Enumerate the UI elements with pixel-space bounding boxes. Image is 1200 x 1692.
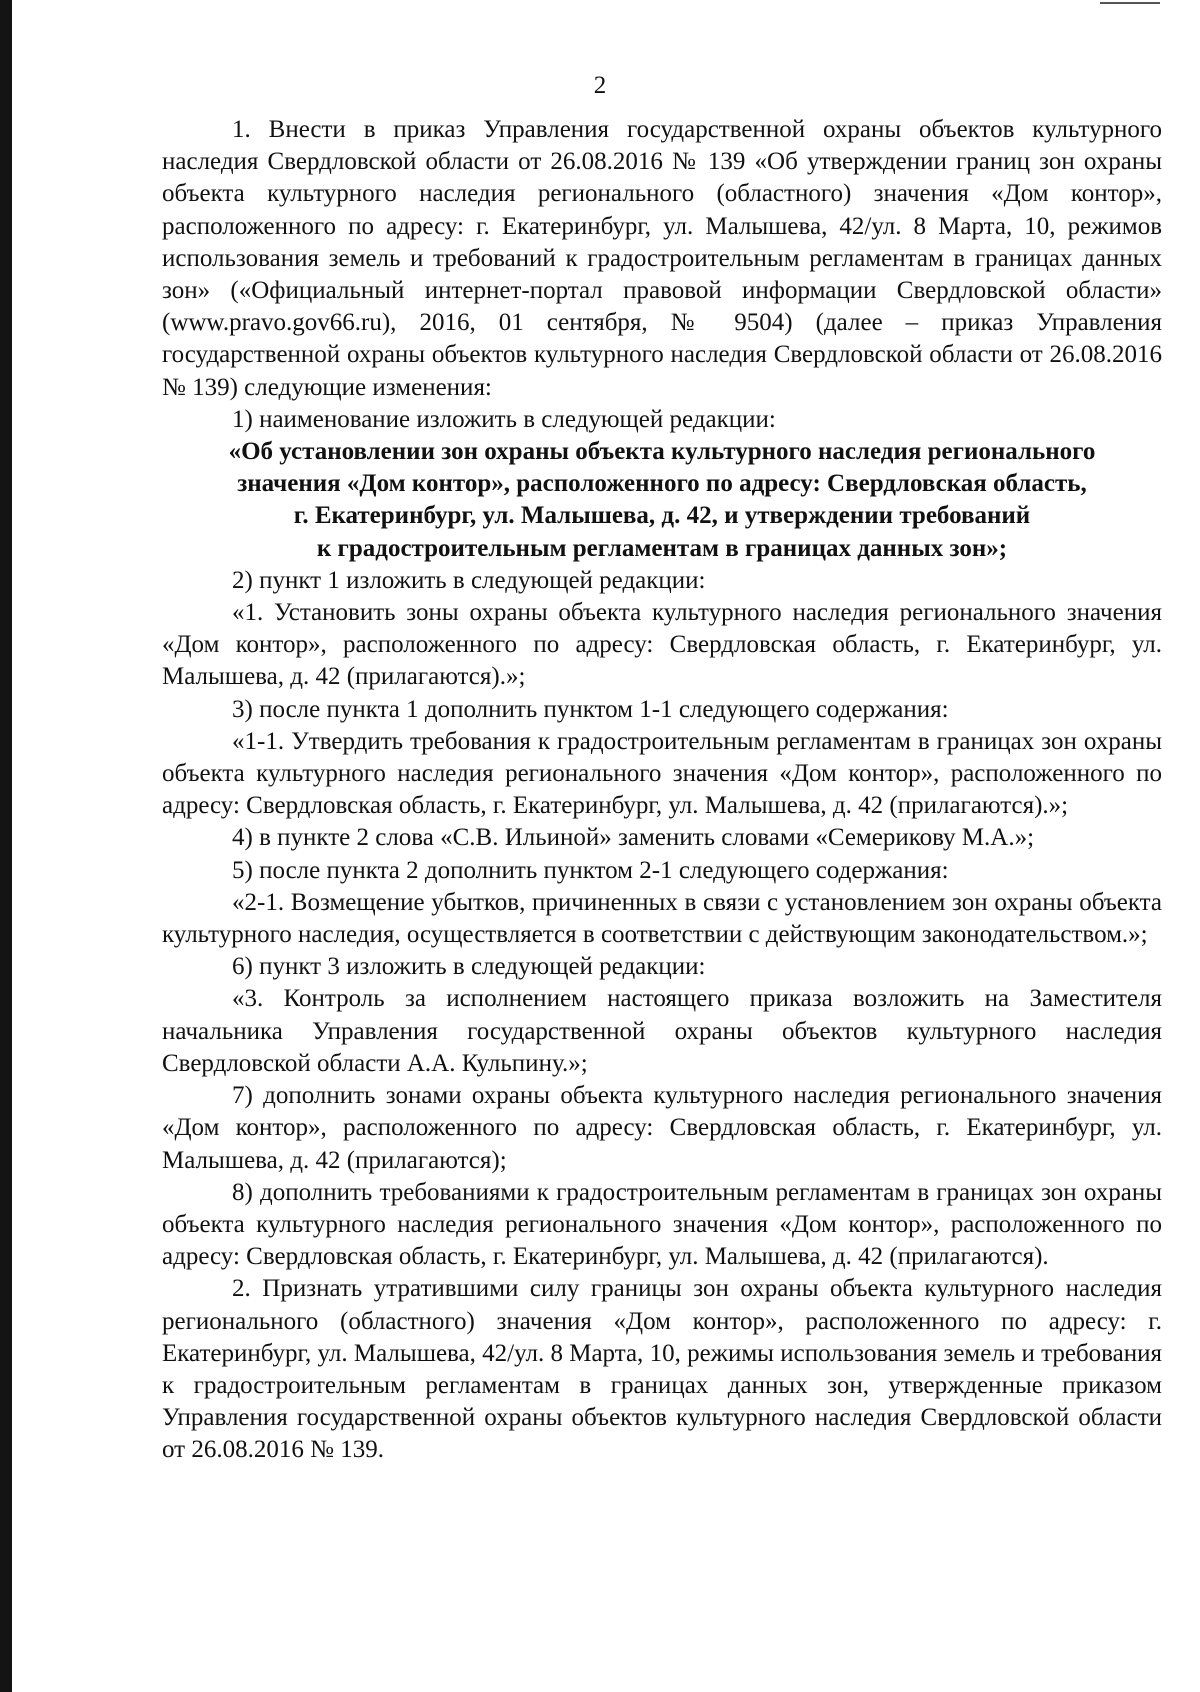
item-5: 5) после пункта 2 дополнить пунктом 2-1 следующего содержания:: [232, 856, 949, 884]
item-2: 2) пункт 1 изложить в следующей редакции:: [232, 566, 706, 594]
scan-top-line: [1100, 2, 1160, 4]
paragraph-2: 2. Признать утратившими силу границы зон охраны объекта культурного наследия регионального (областного) значения «Дом контор», расположенного по адресу: г. Екатеринбург, ул. Малышева, 42/ул. 8 Марта, 10, режимы использования земель и требования к градостроительным регламентам в границах данных зон, утвержденные приказом Управления государственной охраны объектов культурного наследия Свердловской области от 26.08.2016 № 139.: [162, 1275, 1162, 1464]
new-title-heading: [162, 436, 1162, 565]
item-3: 3) после пункта 1 дополнить пунктом 1-1 следующего содержания:: [232, 695, 949, 723]
item-2-text: «1. Установить зоны охраны объекта культурного наследия регионального значения «Дом контор», расположенного по адресу: Свердловская область, г. Екатеринбург, ул. Малышева, д. 42 (прилагаются).»;: [162, 599, 1162, 691]
item-3-text: «1-1. Утвердить требования к градостроительным регламентам в границах зон охраны объекта культурного наследия регионального значения «Дом контор», расположенного по адресу: Свердловская область, г. Екатеринбург, ул. Малышева, д. 42 (прилагаются).»;: [162, 727, 1162, 820]
document-body: [162, 114, 1162, 1467]
paragraph-1-intro: 1. Внести в приказ Управления государственной охраны объектов культурного наследия Свердловской области от 26.08.2016 № 139 «Об утверждении границ зон охраны объекта культурного наследия регионального (областного) значения «Дом контор», расположенного по адресу: г. Екатеринбург, ул. Малышева, 42/ул. 8 Марта, 10, режимов использования земель и требований к градостроительным регламентам в границах данных зон» («Официальный интернет-портал правовой информации Свердловской области» (www.pravo.gov66.ru), 2016, 01 сентября, № 9504) (далее – приказ Управления государственной охраны объектов культурного наследия Свердловской области от 26.08.2016 № 139) следующие изменения:: [162, 116, 1162, 401]
page-number: 2: [593, 72, 607, 99]
item-6: 6) пункт 3 изложить в следующей редакции:: [232, 953, 706, 981]
item-5-text: «2-1. Возмещение убытков, причиненных в связи с установлением зон охраны объекта культурного наследия, осуществляется в соответствии с действующим законодательством.»;: [162, 888, 1162, 949]
heading-line: к градостроительным регламентам в границах данных зон»;: [316, 534, 1008, 562]
heading-line: значения «Дом контор», расположенного по адресу: Свердловская область,: [237, 470, 1087, 498]
item-1-title-change: 1) наименование изложить в следующей редакции:: [232, 405, 776, 433]
scan-dark-edge: [0, 0, 12, 1692]
item-6-text: «3. Контроль за исполнением настоящего приказа возложить на Заместителя начальника Управления государственной охраны объектов культурного наследия Свердловской области А.А. Кульпину.»;: [162, 985, 1162, 1077]
item-8: 8) дополнить требованиями к градостроительным регламентам в границах зон охраны объекта культурного наследия регионального значения «Дом контор», расположенного по адресу: Свердловская область, г. Екатеринбург, ул. Малышева, д. 42 (прилагаются).: [162, 1178, 1162, 1271]
heading-line: «Об установлении зон охраны объекта культурного наследия регионального: [228, 438, 1096, 466]
item-7: 7) дополнить зонами охраны объекта культурного наследия регионального значения «Дом контор», расположенного по адресу: Свердловская область, г. Екатеринбург, ул. Малышева, д. 42 (прилагаются);: [162, 1082, 1162, 1174]
heading-line: г. Екатеринбург, ул. Малышева, д. 42, и утверждении требований: [293, 502, 1031, 530]
item-4: 4) в пункте 2 слова «С.В. Ильиной» заменить словами «Семерикову М.А.»;: [232, 824, 1035, 852]
